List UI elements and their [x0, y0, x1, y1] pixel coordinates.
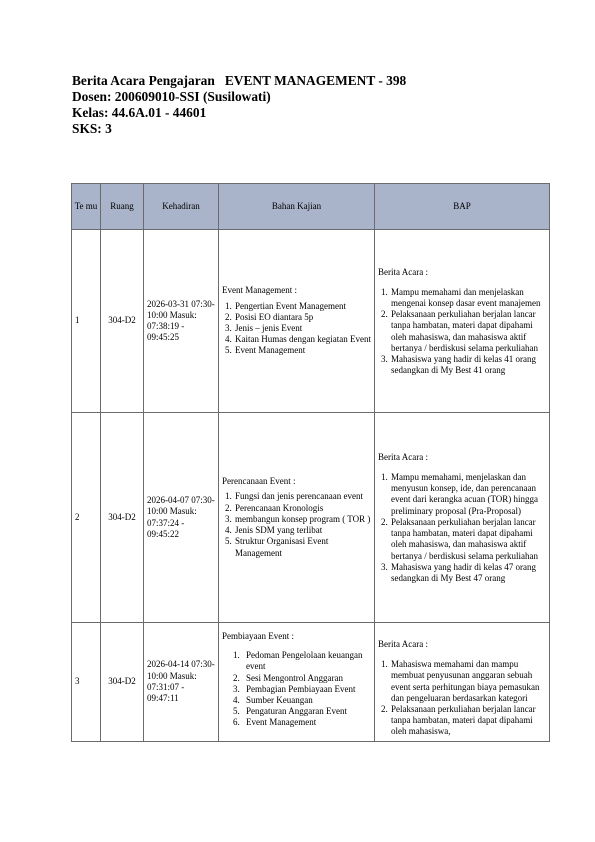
topic-list [222, 491, 371, 558]
topic-item: 4. Kaitan Humas dengan kegiatan Event [234, 334, 371, 345]
topic-item: 4. Sumber Keuangan [242, 695, 371, 706]
bap-item: 2. Pelaksanaan perkuliahan berjalan lancar tanpa hambatan, materi dapat dipahami oleh mahasiswa, dan mahasiswa aktif bertanya / berdiskusi selama perkuliahan [390, 517, 546, 562]
bap-item: 2. Pelaksanaan perkuliahan berjalan lancar tanpa hambatan, materi dapat dipahami oleh mahasiswa, [390, 704, 546, 738]
topic-item: 3. Pembagian Pembiayaan Event [242, 684, 371, 695]
bap-item: 1. Mahasiswa memahami dan mampu membuat penyusunan anggaran sebuah event serta perhitungan biaya pemasukan dan pengeluaran berdasarkan kategori [390, 659, 546, 704]
topic-item: 5. Event Management [234, 345, 371, 356]
bap-title: Berita Acara : [378, 451, 428, 462]
lecturer-line: Dosen: 200609010-SSI (Susilowati) [72, 89, 271, 104]
room: 304-D2 [101, 413, 144, 623]
bap-item: 2. Pelaksanaan perkuliahan berjalan lancar tanpa hambatan, materi dapat dipahami oleh mahasiswa, dan mahasiswa aktif bertanya / berdiskusi selama perkuliahan [390, 309, 546, 354]
bap-item: 3. Mahasiswa yang hadir di kelas 41 orang sedangkan di My Best 41 orang [390, 354, 546, 376]
bap-title: Berita Acara : [378, 266, 428, 277]
bap-cell [375, 230, 550, 413]
topic-item: 5. Struktur Organisasi Event Management [234, 536, 371, 558]
topic-list [222, 301, 371, 357]
meeting-number: 1 [72, 230, 101, 413]
topic-item: 2. Posisi EO diantara 5p [234, 312, 371, 323]
table-header-row [72, 184, 550, 230]
meeting-number: 3 [72, 623, 101, 742]
topic-item: 1. Fungsi dan jenis perencanaan event [234, 491, 371, 502]
topic-item: 3. Jenis – jenis Event [234, 323, 371, 334]
attendance: 2026-03-31 07:30-10:00 Masuk: 07:38:19 - 09:45:25 [144, 230, 219, 413]
topic-item: 2. Perencanaan Kronologis [234, 503, 371, 514]
topic-title: Perencanaan Event : [222, 476, 296, 487]
class-line: Kelas: 44.6A.01 - 44601 [72, 105, 207, 120]
credits-line: SKS: 3 [72, 121, 112, 136]
bap-cell [375, 413, 550, 623]
table-row [72, 623, 550, 742]
topic-cell [219, 230, 375, 413]
report-title: Berita Acara Pengajaran EVENT MANAGEMENT - 398 [72, 73, 407, 88]
header-kehadiran: Kehadiran [144, 184, 219, 230]
meeting-number: 2 [72, 413, 101, 623]
topic-title: Pembiayaan Event : [222, 631, 294, 641]
bap-item: 1. Mampu memahami, menjelaskan dan menyusun konsep, ide, dan perencanaan event dari kerangka acuan (TOR) hingga preliminary proposal (Pra-Proposal) [390, 472, 546, 517]
bap-item: 3. Mahasiswa yang hadir di kelas 47 orang sedangkan di My Best 47 orang [390, 562, 546, 584]
topic-item: 4. Jenis SDM yang terlibat [234, 525, 371, 536]
topic-item: 1. Pengertian Event Management [234, 301, 371, 312]
header-ruang: Ruang [101, 184, 144, 230]
room: 304-D2 [101, 623, 144, 742]
topic-item: 3. membangun konsep program ( TOR ) [234, 514, 371, 525]
topic-list [222, 650, 371, 728]
topic-item: 1. Pedoman Pengelolaan keuangan event [242, 650, 371, 672]
bap-list [378, 472, 546, 584]
bap-title: Berita Acara : [378, 639, 428, 649]
attendance: 2026-04-14 07:30-10:00 Masuk: 07:31:07 - 09:47:11 [144, 623, 219, 742]
topic-cell [219, 413, 375, 623]
topic-item: 2. Sesi Mengontrol Anggaran [242, 673, 371, 684]
topic-item: 5. Pengaturan Anggaran Event [242, 706, 371, 717]
header-temu: Te mu [72, 184, 101, 230]
topic-title: Event Management : [222, 285, 297, 296]
topic-cell [219, 623, 375, 742]
lecture-report-table [71, 183, 550, 742]
header-bahan-kajian: Bahan Kajian [219, 184, 375, 230]
bap-cell [375, 623, 550, 742]
topic-item: 6. Event Management [242, 717, 371, 728]
bap-list [378, 287, 546, 377]
bap-item: 1. Mampu memahami dan menjelaskan mengenai konsep dasar event manajemen [390, 287, 546, 309]
room: 304-D2 [101, 230, 144, 413]
bap-list [378, 659, 546, 737]
attendance: 2026-04-07 07:30-10:00 Masuk: 07:37:24 - 09:45:22 [144, 413, 219, 623]
header-bap: BAP [375, 184, 550, 230]
table-row [72, 413, 550, 623]
table-row [72, 230, 550, 413]
document-header [72, 73, 406, 137]
